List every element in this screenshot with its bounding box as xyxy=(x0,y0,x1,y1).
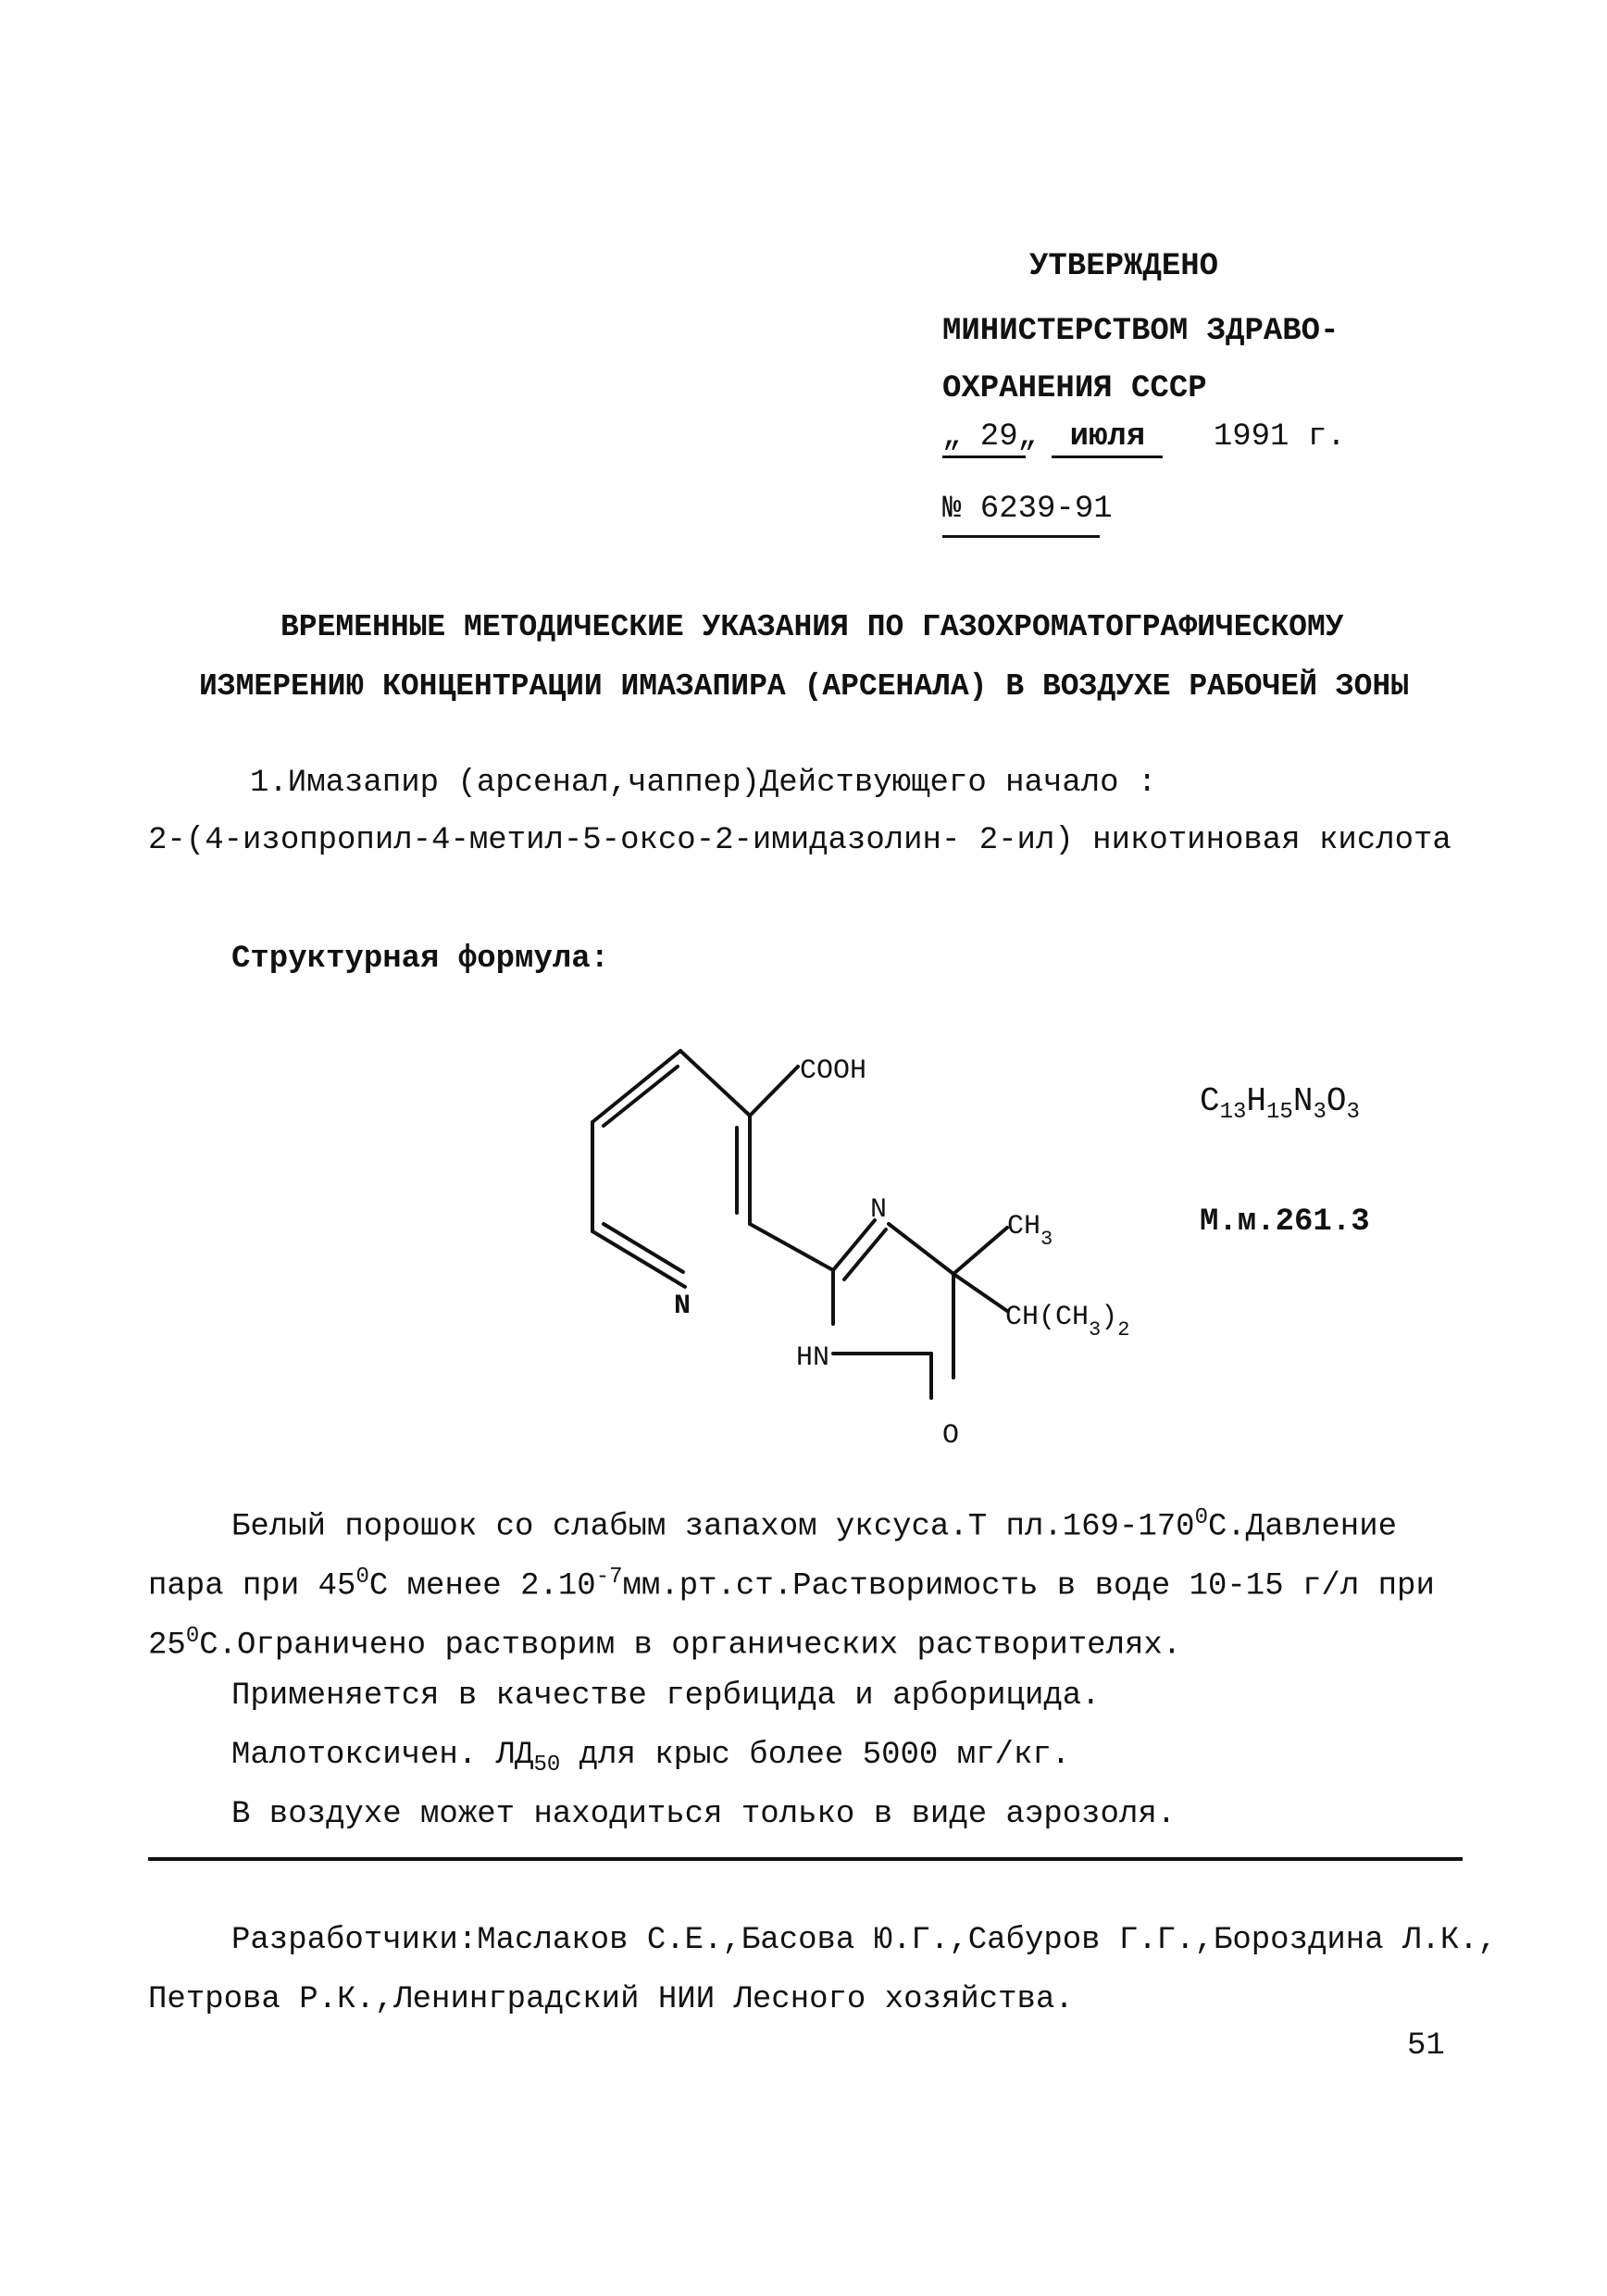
bond-ring-top-left xyxy=(592,1051,680,1122)
approval-number: № 6239-91 xyxy=(942,491,1100,538)
title-line-1: ВРЕМЕННЫЕ МЕТОДИЧЕСКИЕ УКАЗАНИЯ ПО ГАЗОХРОМАТОГРАФИЧЕСКОМУ xyxy=(280,610,1344,644)
bond-ring-bottom-right xyxy=(750,1224,833,1270)
prop-line-1: Белый порошок со слабым запахом уксуса.Т $пл.169-170^0С.Давление$ xyxy=(231,1505,1398,1545)
title-line-2: ИЗМЕРЕНИЮ КОНЦЕНТРАЦИИ ИМАЗАПИРА (АРСЕНАЛА) В ВОЗДУХЕ РАБОЧЕЙ ЗОНЫ xyxy=(199,669,1410,704)
bond-ring-top xyxy=(680,1051,750,1116)
bond-c-n-double-a xyxy=(833,1220,875,1270)
ring-n-label: N xyxy=(674,1291,691,1322)
prop-line-2: пара при $45^0С$ менее $2.10^{-7}мм.рт.ст.Растворимость$ в воде 10-15 г/л при xyxy=(148,1565,1435,1604)
bond-ring-bottom-left xyxy=(592,1231,685,1287)
approval-line-3: ОХРАНЕНИЯ СССР xyxy=(942,371,1207,406)
approval-date xyxy=(942,418,1346,458)
bond-cq-ipr xyxy=(953,1274,1007,1311)
approval-line-2: МИНИСТЕРСТВОМ ЗДРАВО- xyxy=(942,314,1339,349)
developers-line-1: Разработчики:Маслаков С.Е.,Басова Ю.Г.,Сабуров Г.Г.,Бороздина Л.К., xyxy=(231,1923,1498,1958)
hn-label: HN xyxy=(796,1342,830,1374)
page-number: 51 xyxy=(1407,2028,1445,2064)
approval-line-1: УТВЕРЖДЕНО xyxy=(1029,249,1219,284)
approval-date-month: июля xyxy=(1052,418,1163,458)
approval-date-day: „ 29„ xyxy=(942,418,1026,458)
imid-n-label: N xyxy=(870,1194,888,1226)
isopropyl-label: $CH(CH_3)_2$ xyxy=(1005,1302,1130,1341)
bond-c-n-double-b xyxy=(844,1229,886,1279)
prop-line-5: Малотоксичен. $ЛД_{50}$ для крыс более 5000 мг/кг. xyxy=(231,1738,1071,1778)
section-1-line-2: 2-(4-изопропил-4-метил-5-оксо-2-имидазолин- 2-ил) никотиновая кислота xyxy=(148,823,1451,858)
structural-formula xyxy=(555,1018,1203,1454)
divider-rule xyxy=(148,1857,1463,1861)
empirical-formula: $C_{13}H_{15}N_3O_3$ xyxy=(1200,1082,1360,1126)
bond-ring-inner-bottom-left xyxy=(604,1224,683,1272)
approval-date-year: 1991 г. xyxy=(1213,419,1346,455)
developers-line-2: Петрова Р.К.,Ленинградский НИИ Лесного хозяйства. xyxy=(148,1982,1074,2017)
bond-cooh xyxy=(750,1067,798,1116)
bond-ring-inner-top-left xyxy=(604,1067,678,1126)
cooh-label: COOH xyxy=(800,1055,867,1087)
molar-mass: М.м.261.3 xyxy=(1200,1204,1370,1240)
ch3-label: $CH_3$ xyxy=(1007,1211,1053,1251)
bond-cq-ch3 xyxy=(953,1228,1007,1274)
prop-line-6: В воздухе может находиться только в виде аэрозоля. xyxy=(231,1797,1177,1832)
bond-n-cq xyxy=(889,1224,953,1274)
oxo-label: O xyxy=(942,1420,960,1452)
section-1-line-1: 1.Имазапир (арсенал,чаппер)Действующего начало : xyxy=(250,766,1157,801)
structure-label: Структурная формула: xyxy=(231,942,610,977)
prop-line-4: Применяется в качестве гербицида и арборицида. xyxy=(231,1678,1101,1714)
prop-line-3: $25^0С.Ограничено$ растворим в органических растворителях. xyxy=(148,1624,1182,1664)
